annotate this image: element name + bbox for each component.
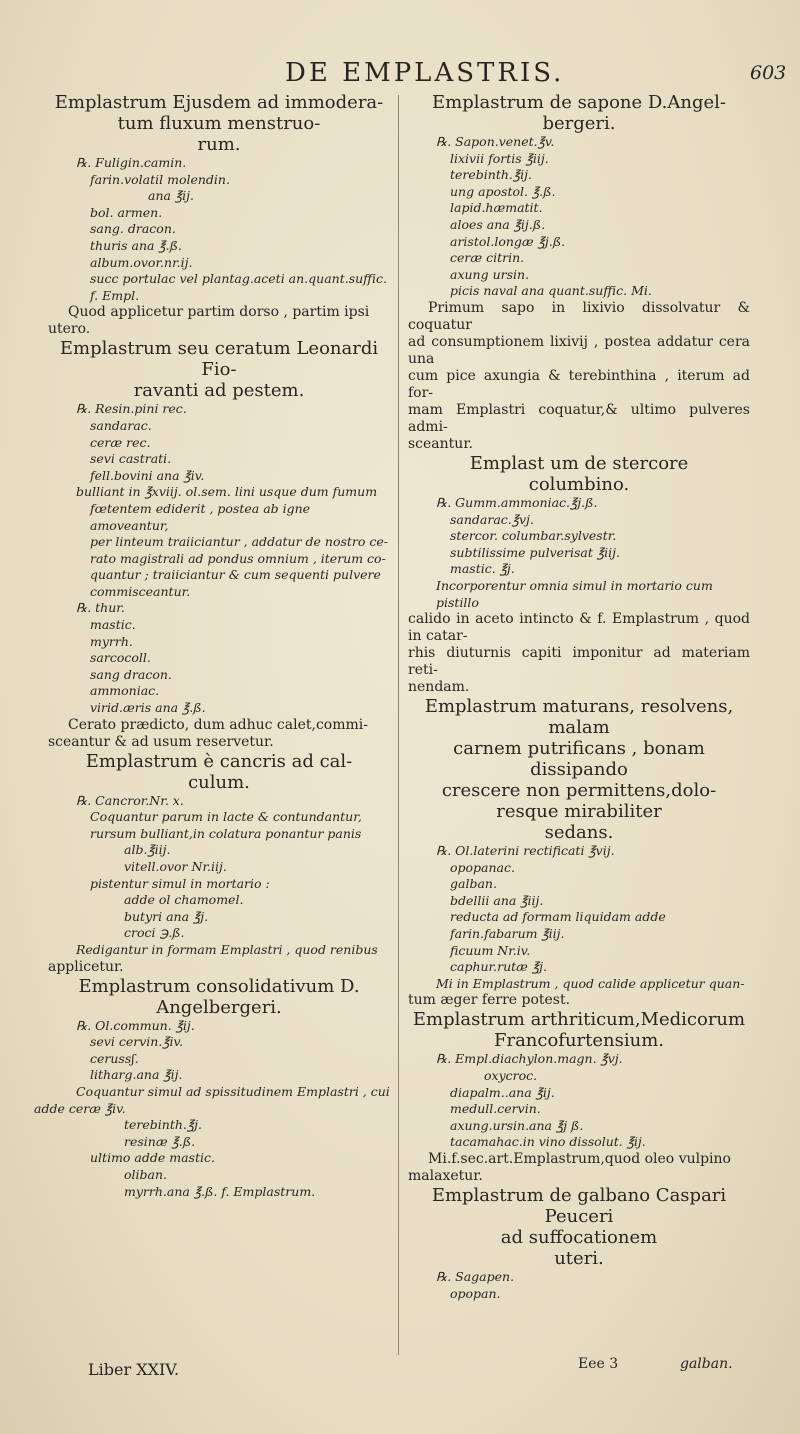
heading-line: Emplastrum de galbano Caspari Peuceri [431, 1185, 727, 1227]
recipe-line: caphur.rutæ ℥j. [450, 959, 547, 975]
heading-line: resque mirabiliter [496, 801, 662, 823]
body-line: nendam. [408, 679, 470, 696]
recipe-line: succ portulac vel plantag.aceti an.quant.suffic. [90, 271, 387, 287]
recipe-line: farin.fabarum ℥iij. [450, 926, 565, 942]
recipe-line: butyri ana ℥j. [124, 908, 209, 924]
recipe-line: bol. armen. [90, 204, 163, 220]
recipe-line: fœtentem ediderit , postea ab igne amoveantur, [90, 500, 311, 533]
body-line: sceantur & ad usum reservetur. [48, 733, 274, 750]
heading-line: bergeri. [542, 113, 616, 134]
heading-line: Emplastrum de sapone D.Angel- [432, 92, 726, 113]
heading-line: culum. [188, 771, 250, 793]
recipe-line: bdellii ana ℥iij. [450, 892, 544, 908]
recipe-line: reducta ad formam liquidam adde [450, 909, 666, 925]
recipe-line: album.ovor.nr.ij. [90, 254, 193, 270]
body-line: utero. [48, 321, 91, 338]
page-header [0, 58, 800, 88]
body-line: Mi.f.sec.art.Emplastrum,quod oleo vulpino [428, 1151, 731, 1167]
recipe-line: ung apostol. ℥.ß. [450, 183, 556, 199]
recipe-line: mastic. [90, 617, 136, 633]
body-line: rhis diuturnis capiti imponitur ad materiam reti- [408, 645, 750, 679]
recipe-line: thuris ana ℥.ß. [90, 237, 182, 253]
recipe-line: Incorporentur omnia simul in mortario cum pistillo [436, 577, 713, 610]
recipe-line: ℞. Ol.commun. ℥ij. [76, 1017, 195, 1033]
body-line: Quod applicetur partim dorso , partim ipsi [68, 304, 370, 321]
recipe-line: oxycroc. [484, 1068, 538, 1084]
recipe-line: ℞. Sagapen. [436, 1269, 515, 1284]
catchword-galban: galban. [680, 1356, 733, 1372]
body-line: cum pice axungia & terebinthina , iterum ad for- [408, 367, 750, 401]
recipe-line: aristol.longæ ℥j.ß. [450, 233, 566, 249]
recipe-line: litharg.ana ℥ij. [90, 1067, 183, 1083]
recipe-line: rursum bulliant,in colatura ponantur panis [90, 825, 362, 841]
recipe-line: farin.volatil molendin. [90, 171, 230, 187]
running-title: DE EMPLASTRIS. [285, 58, 565, 88]
recipe-line: per linteum traiiciantur , addatur de nostro ce- [90, 534, 389, 550]
recipe-line: quantur ; traiiciantur & cum sequenti pulvere [90, 567, 381, 583]
heading-line: columbino. [528, 473, 630, 495]
recipe-line: sarcocoll. [90, 650, 151, 666]
recipe-line: terebinth.℥j. [124, 1117, 202, 1133]
heading-line: Emplastrum è cancris ad cal- [85, 750, 353, 772]
recipe-line: mastic. ℥j. [450, 561, 515, 577]
recipe-line: ℞. Sapon.venet.℥v. [436, 134, 555, 149]
heading-line: Emplastrum seu ceratum Leonardi Fio- [59, 338, 379, 381]
recipe-line: ℞. Cancror.Nr. x. [76, 792, 184, 808]
body-line: Cerato prædicto, dum adhuc calet,commi- [68, 716, 368, 733]
recipe-line: commisceantur. [90, 583, 191, 599]
recipe-line: f. Empl. [90, 287, 140, 303]
recipe-line: virid.æris ana ℥.ß. [90, 700, 206, 716]
recipe-line: ficuum Nr.iv. [450, 942, 531, 958]
column-divider [398, 95, 399, 1355]
recipe-line: stercor. columbar.sylvestr. [450, 528, 617, 544]
recipe-line: ceræ rec. [90, 434, 151, 450]
recipe-line: picis naval ana quant.suffic. Mi. [450, 283, 652, 299]
recipe-line: Coquantur parum in lacte & contundantur, [90, 809, 362, 825]
recipe-line: diapalm..ana ℥ij. [450, 1084, 555, 1100]
heading-line: Emplastrum consolidativum D. [78, 975, 360, 997]
right-column [408, 92, 750, 1302]
body-line: ad consumptionem lixivij , postea addatur cera una [408, 333, 750, 367]
recipe-line: sevi castrati. [90, 451, 172, 467]
body-line: tum æger ferre potest. [408, 992, 571, 1009]
recipe-line: ℞. Fuligin.camin. [76, 155, 187, 170]
heading-line: Emplastrum Ejusdem ad immodera- [54, 92, 384, 113]
recipe-line: galban. [450, 876, 497, 892]
body-line: calido in aceto intincto & f. Emplastrum , quod in catar- [408, 611, 750, 645]
body-line: malaxetur. [408, 1168, 483, 1184]
recipe-line: opopan. [450, 1285, 501, 1301]
recipe-line: ℞. thur. [76, 600, 125, 616]
recipe-line: ℞. Gumm.ammoniac.℥j.ß. [436, 494, 598, 510]
recipe-line: Redigantur in formam Emplastri , quod renibus [76, 941, 378, 957]
recipe-line: sevi cervin.℥iv. [90, 1034, 184, 1050]
recipe-line: sandarac. [90, 417, 152, 433]
recipe-line: oliban. [124, 1166, 167, 1182]
heading-line: crescere non permittens,dolo- [441, 780, 717, 802]
heading-line: Emplastrum maturans, resolvens, malam [424, 696, 734, 739]
recipe-line: pistentur simul in mortario : [90, 875, 270, 891]
recipe-line: alb.℥iij. [124, 842, 171, 858]
recipe-line: vitell.ovor Nr.iij. [124, 859, 227, 874]
heading-line: carnem putrificans , bonam dissipando [453, 738, 705, 781]
recipe-line: sandarac.℥vj. [450, 511, 534, 527]
recipe-line: cerussʃ. [90, 1050, 139, 1066]
recipe-line: ℞. Resin.pini rec. [76, 401, 187, 417]
recipe-line: lixivii fortis ℥iij. [450, 150, 549, 166]
recipe-line: ℞. Empl.diachylon.magn. ℥vj. [436, 1051, 623, 1067]
heading-line: tum fluxum menstruo- [117, 113, 321, 134]
recipe-line: terebinth.℥ij. [450, 167, 532, 183]
body-line: Primum sapo in lixivio dissolvatur & coquatur [408, 299, 750, 333]
heading-line: rum. [197, 134, 241, 155]
recipe-line: axung.ursin.ana ℥j ß. [450, 1117, 584, 1133]
recipe-line: opopanac. [450, 859, 515, 875]
recipe-line: bulliant in ℥xviij. ol.sem. lini usque dum fumum [76, 484, 378, 500]
catchword-liber: Liber XXIV. [88, 1360, 180, 1379]
body-line: sceantur. [408, 435, 473, 452]
recipe-line: sang dracon. [90, 666, 172, 682]
recipe-line: ℞. Ol.laterini rectificati ℥vij. [436, 843, 615, 859]
heading-line: Emplastrum arthriticum,Medicorum [412, 1009, 746, 1031]
heading-line: ravanti ad pestem. [133, 380, 305, 402]
heading-line: uteri. [554, 1248, 604, 1269]
heading-line: ad suffocationem [500, 1227, 658, 1248]
heading-line: Emplast um de stercore [469, 452, 689, 474]
recipe-line: lapid.hæmatit. [450, 200, 543, 216]
body-line: applicetur. [48, 958, 124, 975]
recipe-line: adde ceræ ℥iv. [34, 1100, 126, 1116]
recipe-line: aloes ana ℥ij.ß. [450, 216, 546, 232]
recipe-line: myrrh.ana ℥.ß. f. Emplastrum. [124, 1183, 316, 1199]
recipe-line: resinæ ℥.ß. [124, 1133, 196, 1149]
recipe-line: Coquantur simul ad spissitudinem Emplastri , cui [76, 1083, 390, 1099]
recipe-line: myrrh. [90, 633, 133, 649]
recipe-line: ammoniac. [90, 683, 160, 699]
heading-line: Francofurtensium. [493, 1030, 665, 1052]
signature-mark: Eee 3 [578, 1356, 619, 1372]
recipe-line: axung ursin. [450, 266, 530, 282]
recipe-line: Mi in Emplastrum , quod calide applicetur quan- [436, 975, 745, 991]
recipe-line: adde ol chamomel. [124, 892, 244, 908]
recipe-line: ana ℥ij. [148, 188, 194, 204]
heading-line: sedans. [544, 822, 614, 844]
left-column [34, 92, 390, 1200]
page-number: 603 [750, 62, 787, 84]
recipe-line: medull.cervin. [450, 1101, 541, 1117]
recipe-line: croci ℈.ß. [124, 925, 185, 941]
body-line: mam Emplastri coquatur,& ultimo pulveres admi- [408, 401, 750, 435]
recipe-line: rato magistrali ad pondus omnium , iterum co- [90, 550, 386, 566]
recipe-line: tacamahac.in vino dissolut. ℥ij. [450, 1134, 646, 1150]
recipe-line: ultimo adde mastic. [90, 1150, 215, 1166]
recipe-line: sang. dracon. [90, 221, 176, 237]
heading-line: Angelbergeri. [156, 996, 282, 1018]
recipe-line: subtilissime pulverisat ℥iij. [450, 544, 620, 560]
recipe-line: fell.bovini ana ℥iv. [90, 467, 205, 483]
recipe-line: ceræ citrin. [450, 250, 525, 266]
